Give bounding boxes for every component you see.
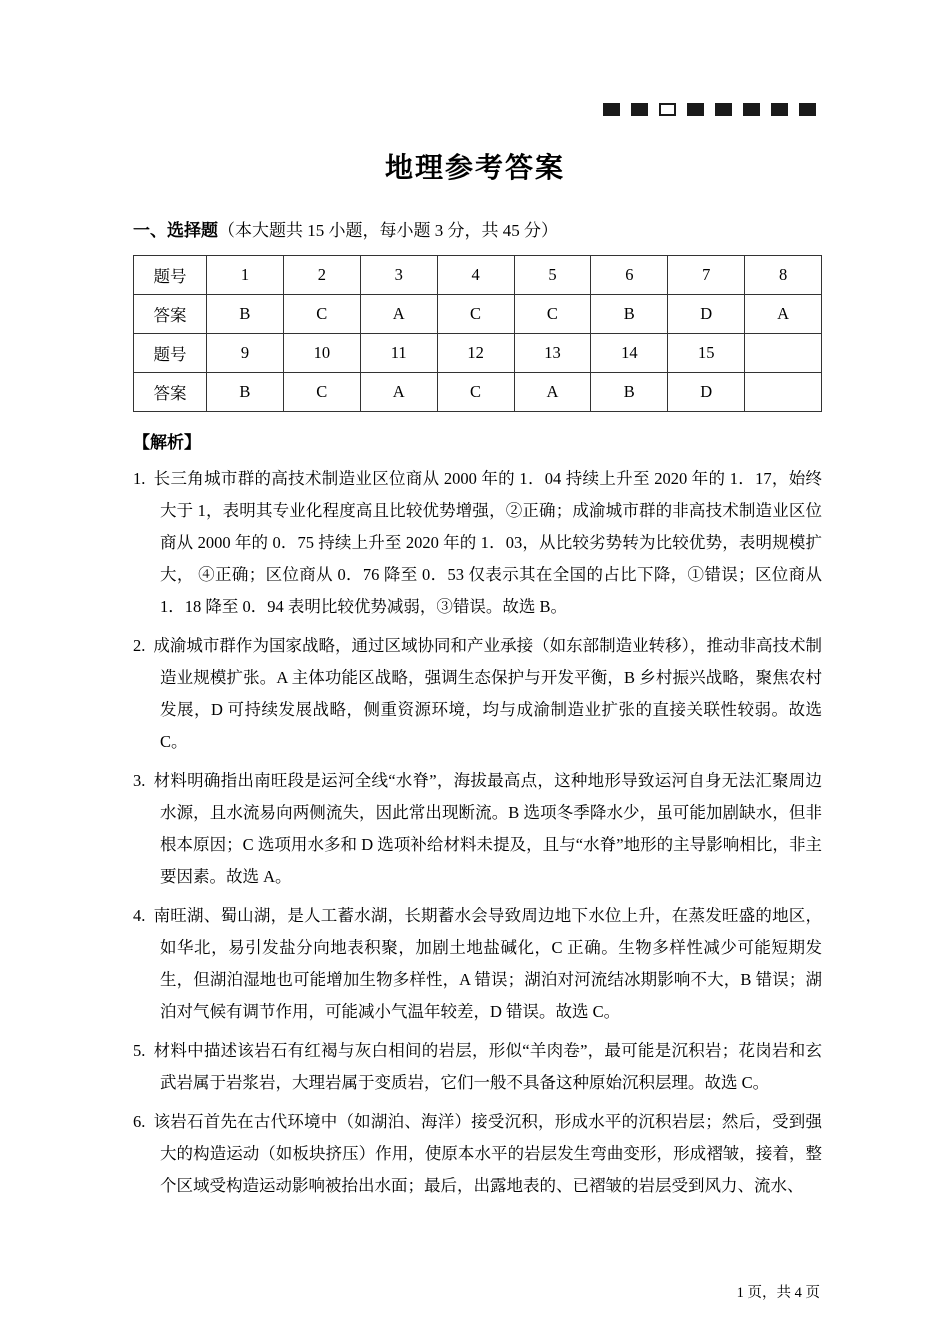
- row-header-cell: 题号: [134, 334, 207, 373]
- answer-cell: 1: [207, 256, 284, 295]
- answer-table-row: [134, 256, 822, 295]
- answer-cell: 13: [514, 334, 591, 373]
- filled-square-mark: [687, 103, 704, 116]
- row-header-cell: 题号: [134, 256, 207, 295]
- filled-square-mark: [715, 103, 732, 116]
- answer-cell: 7: [668, 256, 745, 295]
- answer-cell: 14: [591, 334, 668, 373]
- answer-table: [133, 255, 822, 412]
- answer-cell: D: [668, 295, 745, 334]
- analysis-item-number: 2.: [133, 636, 146, 655]
- filled-square-mark: [603, 103, 620, 116]
- answer-cell: 15: [668, 334, 745, 373]
- answer-cell: 2: [283, 256, 360, 295]
- row-header-cell: 答案: [134, 373, 207, 412]
- analysis-item-text: 该岩石首先在古代环境中（如湖泊、海洋）接受沉积，形成水平的沉积岩层；然后，受到强大的构造运动（如板块挤压）作用，使原本水平的岩层发生弯曲变形，形成褶皱，接着，整个区域受构造运动影响被抬出水面；最后，出露地表的、已褶皱的岩层受到风力、流水、: [153, 1112, 822, 1195]
- answer-cell: [745, 373, 822, 412]
- page-number: 1 页，共 4 页: [736, 1285, 820, 1301]
- filled-square-mark: [771, 103, 788, 116]
- answer-cell: B: [591, 373, 668, 412]
- answer-cell: C: [437, 373, 514, 412]
- analysis-item-text: 材料明确指出南旺段是运河全线“水脊”，海拔最高点，这种地形导致运河自身无法汇聚周边水源，且水流易向两侧流失，因此常出现断流。B 选项冬季降水少，虽可能加剧缺水，但非根本原因；C 选项用水多和 D 选项补给材料未提及，且与“水脊”地形的主导影响相比，非主要因素。故选 A。: [153, 771, 822, 886]
- answer-cell: C: [437, 295, 514, 334]
- filled-square-mark: [743, 103, 760, 116]
- analysis-item: [133, 765, 822, 893]
- answer-table-row: [134, 373, 822, 412]
- answer-table-row: [134, 334, 822, 373]
- analysis-item-number: 5.: [133, 1041, 146, 1060]
- page-content: [133, 216, 822, 1209]
- analysis-item-text: 南旺湖、蜀山湖，是人工蓄水湖，长期蓄水会导致周边地下水位上升，在蒸发旺盛的地区，如华北，易引发盐分向地表积聚，加剧土地盐碱化，C 正确。生物多样性减少可能短期发生，但湖泊湿地也可能增加生物多样性，A 错误；湖泊对河流结冰期影响不大，B 错误；湖泊对气候有调节作用，可能减小气温年较差，D 错误。故选 C。: [153, 906, 822, 1021]
- answer-cell: A: [514, 373, 591, 412]
- answer-cell: D: [668, 373, 745, 412]
- analysis-item-number: 3.: [133, 771, 146, 790]
- answer-cell: A: [360, 295, 437, 334]
- answer-cell: C: [514, 295, 591, 334]
- row-header-cell: 答案: [134, 295, 207, 334]
- analysis-item: [133, 463, 822, 623]
- answer-cell: A: [745, 295, 822, 334]
- answer-cell: 8: [745, 256, 822, 295]
- section-heading-label: 一、选择题: [133, 221, 218, 240]
- analysis-label: 【解析】: [133, 433, 201, 452]
- answer-cell: A: [360, 373, 437, 412]
- answer-cell: 6: [591, 256, 668, 295]
- section-heading: [133, 216, 822, 241]
- registration-marks: [603, 103, 816, 116]
- answer-cell: [745, 334, 822, 373]
- answer-table-row: [134, 295, 822, 334]
- analysis-item-text: 长三角城市群的高技术制造业区位商从 2000 年的 1．04 持续上升至 2020 年的 1．17，始终大于 1，表明其专业化程度高且比较优势增强，②正确；成渝城市群的非高技术制造业区位商从 2000 年的 0．75 持续上升至 2020 年的 1．03，从比较劣势转为比较优势，表明规模扩大， ④正确；区位商从 0．76 降至 0．53 仅表示其在全国的占比下降，①错误；区位商从 1．18 降至 0．94 表明比较优势减弱，③错误。故选 B。: [153, 469, 822, 616]
- answer-cell: B: [591, 295, 668, 334]
- analysis-item: [133, 1106, 822, 1202]
- answer-cell: 5: [514, 256, 591, 295]
- analysis-item: [133, 1035, 822, 1099]
- answer-cell: B: [207, 373, 284, 412]
- analysis-item-number: 1.: [133, 469, 146, 488]
- section-heading-detail: （本大题共 15 小题，每小题 3 分，共 45 分）: [218, 221, 558, 240]
- answer-cell: 12: [437, 334, 514, 373]
- answer-cell: C: [283, 295, 360, 334]
- answer-cell: 4: [437, 256, 514, 295]
- analysis-list: [133, 463, 822, 1202]
- answer-cell: C: [283, 373, 360, 412]
- filled-square-mark: [799, 103, 816, 116]
- answer-cell: B: [207, 295, 284, 334]
- analysis-item-number: 6.: [133, 1112, 146, 1131]
- analysis-item: [133, 630, 822, 758]
- answer-cell: 10: [283, 334, 360, 373]
- answer-cell: 11: [360, 334, 437, 373]
- answer-cell: 3: [360, 256, 437, 295]
- analysis-item-text: 成渝城市群作为国家战略，通过区域协同和产业承接（如东部制造业转移），推动非高技术制造业规模扩张。A 主体功能区战略，强调生态保护与开发平衡，B 乡村振兴战略，聚焦农村发展，D 可持续发展战略，侧重资源环境，均与成渝制造业扩张的直接关联性较弱。故选 C。: [153, 636, 822, 751]
- page-footer: [737, 1281, 820, 1302]
- analysis-item-number: 4.: [133, 906, 146, 925]
- answer-cell: 9: [207, 334, 284, 373]
- analysis-item: [133, 900, 822, 1028]
- analysis-item-text: 材料中描述该岩石有红褐与灰白相间的岩层，形似“羊肉卷”，最可能是沉积岩；花岗岩和玄武岩属于岩浆岩，大理岩属于变质岩，它们一般不具备这种原始沉积层理。故选 C。: [153, 1041, 822, 1092]
- filled-square-mark: [631, 103, 648, 116]
- empty-square-mark: [659, 103, 676, 116]
- page-title: 地理参考答案: [384, 152, 565, 183]
